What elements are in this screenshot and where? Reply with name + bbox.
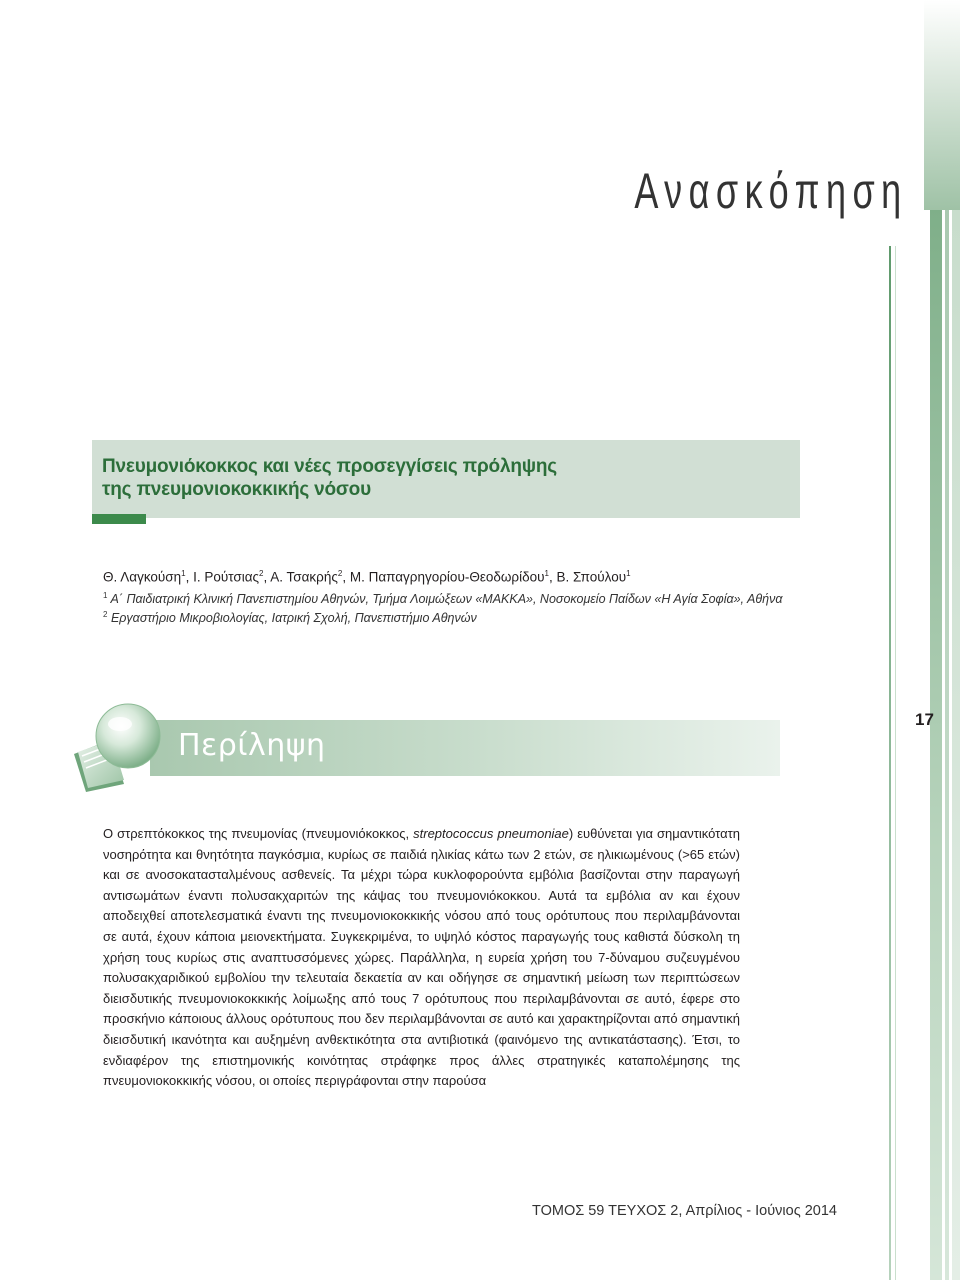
title-line-2: της πνευμονιοκοκκικής νόσου [102, 479, 371, 500]
author-3: , Α. Τσακρής [263, 569, 338, 585]
journal-footer: ΤΟΜΟΣ 59 ΤΕΥΧΟΣ 2, Απρίλιος - Ιούνιος 2014 [532, 1203, 837, 1219]
abstract-part-1: Ο στρεπτόκοκκος της πνευμονίας (πνευμονιόκοκκος, [103, 826, 414, 841]
book-globe-icon [68, 700, 178, 792]
article-title [102, 455, 557, 501]
affiliation-2 [103, 610, 477, 625]
title-box [92, 440, 800, 518]
abstract-heading: Περίληψη [178, 728, 326, 763]
affiliation-1 [103, 591, 782, 606]
title-line-1: Πνευμονιόκοκκος και νέες προσεγγίσεις πρόληψης [102, 456, 557, 477]
edge-line-thin [895, 246, 896, 1280]
edge-stripe-3 [952, 210, 960, 1280]
author-1-sup: 1 [181, 569, 186, 578]
author-5-sup: 1 [626, 569, 631, 578]
decorative-edge-stripes [914, 0, 960, 1280]
abstract-species: streptococcus pneumoniae [413, 826, 569, 841]
author-1: Θ. Λαγκούση [103, 569, 182, 585]
edge-stripe-1 [930, 210, 942, 1280]
author-5: , Β. Σπούλου [548, 569, 627, 585]
affiliation-2-text: Εργαστήριο Μικροβιολογίας, Ιατρική Σχολή, Πανεπιστήμιο Αθηνών [110, 611, 477, 626]
affiliation-1-text: Α΄ Παιδιατρική Κλινική Πανεπιστημίου Αθηνών, Τμήμα Λοιμώξεων «ΜΑΚΚΑ», Νοσοκομείο Παίδων «Η Αγία Σοφία», Αθήνα [110, 592, 783, 607]
affiliation-2-num: 2 [103, 610, 108, 619]
author-list [103, 569, 631, 585]
abstract-body [103, 824, 740, 1092]
edge-line [889, 246, 891, 1280]
affiliation-1-num: 1 [103, 591, 108, 600]
author-2-sup: 2 [259, 569, 264, 578]
edge-stripe-top [924, 0, 960, 210]
section-label: Ανασκόπηση [634, 163, 908, 219]
author-4-sup: 1 [544, 569, 549, 578]
author-4: , Μ. Παπαγρηγορίου-Θεοδωρίδου [342, 569, 545, 585]
title-accent-bar [92, 514, 146, 524]
author-3-sup: 2 [337, 569, 343, 578]
page-number: 17 [915, 710, 934, 729]
author-2: , Ι. Ρούτσιας [185, 569, 260, 585]
edge-stripe-2 [945, 210, 949, 1280]
abstract-part-2: ) ευθύνεται για σημαντικότατη νοσηρότητα και θνητότητα παγκόσμια, κυρίως σε παιδιά ηλικίας κάτω των 2 ετών, σε ηλικιωμένους (>65 ετών) και σε ανοσοκατασταλμένους ασθενείς. Τα μέχρι τώρα κυκλοφορούντα εμβόλια βασίζονται στην παραγωγή αντισωμάτων έναντι πολυσακχαριτών της κάψας του πνευμονιόκοκκου. Αυτά τα εμβόλια αν και έχουν αποδειχθεί αποτελεσματικά έναντι της πνευμονιοκοκκικής νόσου από τους ορότυπους που περιλαμβάνονται σε αυτά, έχουν κάποια μειονεκτήματα. Συγκεκριμένα, το υψηλό κόστος παραγωγής τους καθιστά δύσκολη τη χρήση τους κυρίως στις αναπτυσσόμενες χώρες. Παράλληλα, η ευρεία χρήση του 7-δύναμου συζευγμένου πολυσακχαριδικού εμβολίου την τελευταία δεκαετία αν και οδήγησε σε σημαντική μείωση των περιπτώσεων διεισδυτικής πνευμονιοκοκκικής λοίμωξης από τους 7 ορότυπους που περιλαμβάνονται σε αυτό, έφερε στο προσκήνιο κάποιους άλλους ορότυπους που δεν περιλαμβάνονται σε αυτό και χαρακτηρίζονται από σημαντική διεισδυτική ικανότητα και αυξημένη ανθεκτικότητα στα αντιβιοτικά (φαινόμενο της αντικατάστασης). Έτσι, το ενδιαφέρον της επιστημονικής κοινότητας στράφηκε προς άλλες στρατηγικές καταπολέμησης της πνευμονιοκοκκικής νόσου, οι οποίες περιγράφονται στην παρούσα [103, 826, 741, 1089]
